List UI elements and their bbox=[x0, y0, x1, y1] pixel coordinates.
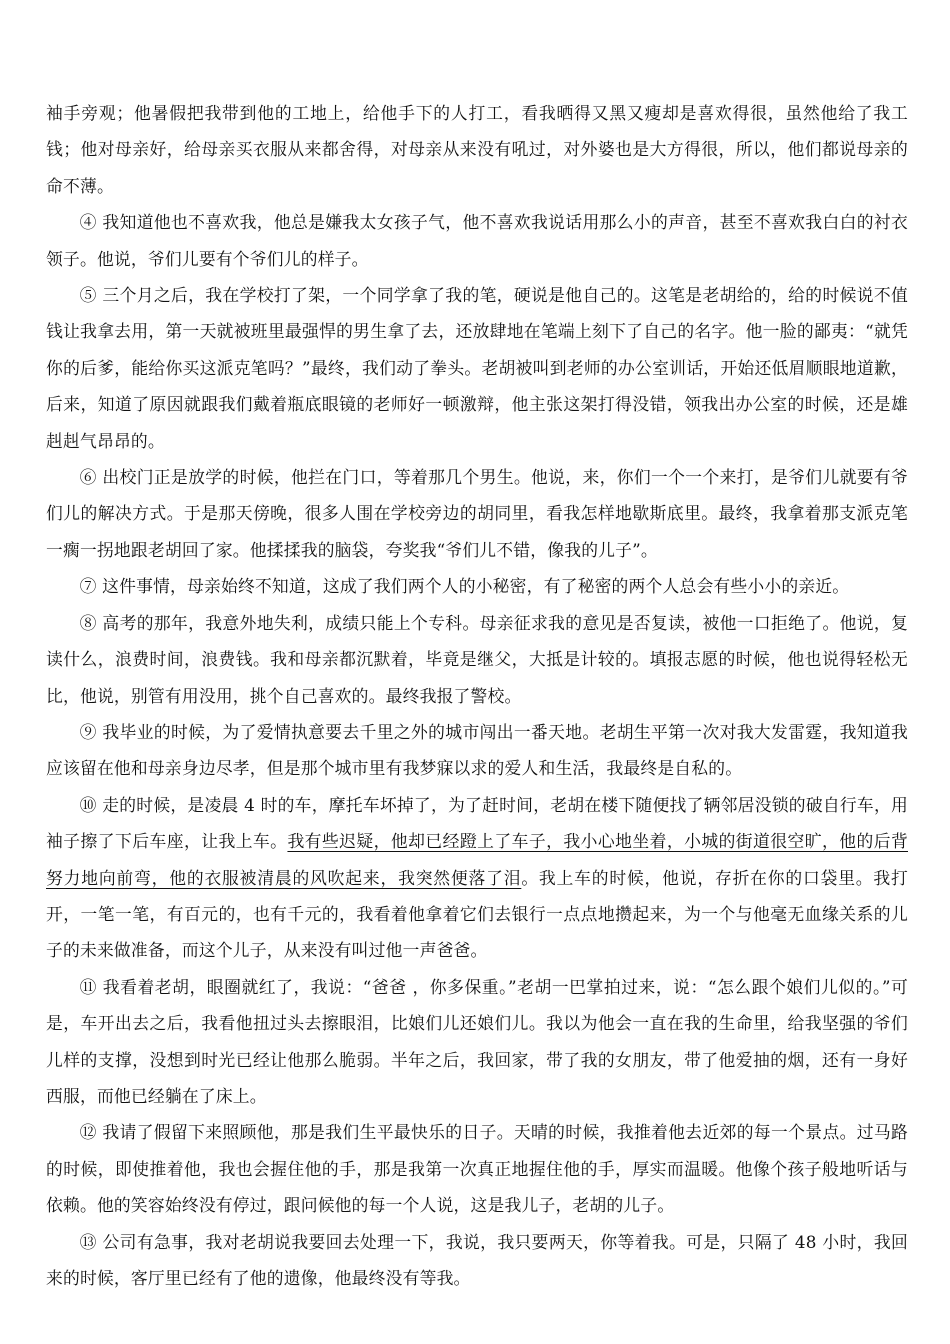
paragraph-12 bbox=[46, 1114, 908, 1223]
paragraph-text: ⑩ 走的时候，是凌晨 4 时的车，摩托车坏掉了，为了赶时间，老胡在楼下随便找了辆邻居没锁的破自行车，用袖子擦了下后车座，让我上车。 bbox=[46, 794, 908, 852]
article-body bbox=[46, 95, 908, 1296]
paragraph-text: ⑫ 我请了假留下来照顾他，那是我们生平最快乐的日子。天晴的时候，我推着他去近郊的每一个景点。过马路的时候，即使推着他，我也会握住他的手，那是我第一次真正地握住他的手，厚实而温暖。他像个孩子般地听话与依赖。他的笑容始终没有停过，跟问候他的每一个人说，这是我儿子，老胡的儿子。 bbox=[46, 1122, 908, 1216]
paragraph-6 bbox=[46, 459, 908, 568]
paragraph-5 bbox=[46, 277, 908, 459]
underlined-sentence: 我有些迟疑，他却已经蹬上了车子，我小心地坐着，小城的街道很空旷，他的后背努力地向前弯，他的衣服被清晨的风吹起来，我突然便落了泪 bbox=[46, 831, 908, 888]
paragraph-text: 。我上车的时候，他说，存折在你的口袋里。我打开，一笔一笔，有百元的，也有千元的，我看着他拿着它们去银行一点点地攒起来，为一个与他毫无血缘关系的儿子的未来做准备，而这个儿子，从来没有叫过他一声爸爸。 bbox=[46, 867, 909, 961]
paragraph-text: 袖手旁观；他暑假把我带到他的工地上，给他手下的人打工，看我晒得又黑又瘦却是喜欢得很，虽然他给了我工钱；他对母亲好，给母亲买衣服从来都舍得，对母亲从来没有吼过，对外婆也是大方得很，所以，他们都说母亲的命不薄。 bbox=[46, 103, 908, 196]
paragraph-text: ⑤ 三个月之后，我在学校打了架，一个同学拿了我的笔，硬说是他自己的。这笔是老胡给的，给的时候说不值钱让我拿去用，第一天就被班里最强悍的男生拿了去，还放肆地在笔端上刻下了自己的名字。他一脸的鄙夷：“就凭你的后爹，能给你买这派克笔吗？”最终，我们动了拳头。老胡被叫到老师的办公室训话，开始还低眉顺眼地道歉，后来，知道了原因就跟我们戴着瓶底眼镜的老师好一顿激辩，他主张这架打得没错，领我出办公室的时候，还是雄赳赳气昂昂的。 bbox=[46, 285, 908, 451]
paragraph-11 bbox=[46, 969, 908, 1115]
paragraph-text: ⑨ 我毕业的时候，为了爱情执意要去千里之外的城市闯出一番天地。老胡生平第一次对我大发雷霆，我知道我应该留在他和母亲身边尽孝，但是那个城市里有我梦寐以求的爱人和生活，我最终是自私的。 bbox=[46, 721, 908, 779]
paragraph-7 bbox=[46, 568, 908, 604]
paragraph-8 bbox=[46, 605, 908, 714]
paragraph-10 bbox=[46, 787, 908, 969]
paragraph-text: ④ 我知道他也不喜欢我，他总是嫌我太女孩子气，他不喜欢我说话用那么小的声音，甚至不喜欢我白白的衬衣领子。他说，爷们儿要有个爷们儿的样子。 bbox=[46, 212, 908, 269]
paragraph-continuation bbox=[46, 95, 908, 204]
paragraph-4 bbox=[46, 204, 908, 277]
paragraph-9 bbox=[46, 714, 908, 787]
paragraph-text: ⑦ 这件事情，母亲始终不知道，这成了我们两个人的小秘密，有了秘密的两个人总会有些小小的亲近。 bbox=[79, 576, 850, 597]
paragraph-13 bbox=[46, 1224, 908, 1297]
paragraph-text: ⑥ 出校门正是放学的时候，他拦在门口，等着那几个男生。他说，来，你们一个一个来打，是爷们儿就要有爷们儿的解决方式。于是那天傍晚，很多人围在学校旁边的胡同里，看我怎样地歇斯底里。最终，我拿着那支派克笔一瘸一拐地跟老胡回了家。他揉揉我的脑袋，夸奖我“爷们儿不错，像我的儿子”。 bbox=[46, 467, 908, 560]
paragraph-text: ⑪ 我看着老胡，眼圈就红了，我说：“爸爸 ，你多保重。”老胡一巴掌拍过来，说：“怎么跟个娘们儿似的。”可是，车开出去之后，我看他扭过头去擦眼泪，比娘们儿还娘们儿。我以为他会一直在我的生命里，给我坚强的爷们儿样的支撑，没想到时光已经让他那么脆弱。半年之后，我回家，带了我的女朋友，带了他爱抽的烟，还有一身好西服，而他已经躺在了床上。 bbox=[46, 976, 908, 1106]
paragraph-text: ⑧ 高考的那年，我意外地失利，成绩只能上个专科。母亲征求我的意见是否复读，被他一口拒绝了。他说，复读什么，浪费时间，浪费钱。我和母亲都沉默着，毕竟是继父，大抵是计较的。填报志愿的时候，他也说得轻松无比，他说，别管有用没用，挑个自己喜欢的。最终我报了警校。 bbox=[46, 612, 908, 706]
paragraph-text: ⑬ 公司有急事，我对老胡说我要回去处理一下，我说，我只要两天，你等着我。可是，只隔了 48 小时，我回来的时候，客厅里已经有了他的遗像，他最终没有等我。 bbox=[46, 1231, 908, 1288]
